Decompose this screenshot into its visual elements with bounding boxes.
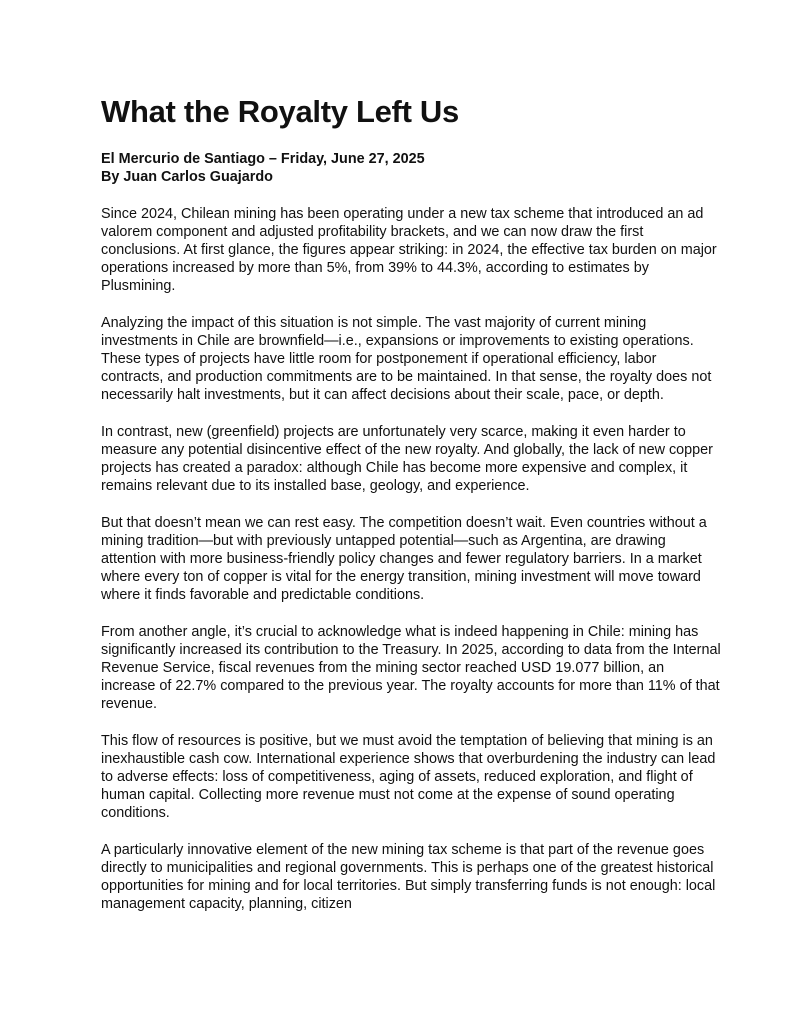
paragraph: A particularly innovative element of the new mining tax scheme is that part of the revenue goes directly to municipalities and regional governments. This is perhaps one of the greatest historical opportunities for mining and for local territories. But simply transferring funds is not enough: local management capacity, planning, citizen [101, 842, 716, 912]
paragraph: Since 2024, Chilean mining has been operating under a new tax scheme that introduced an ad valorem component and adjusted profitability brackets, and we can now draw the first conclusions. At first glance, the figures appear striking: in 2024, the effective tax burden on major operations increased by more than 5%, from 39% to 44.3%, according to estimates by Plusmining. [101, 206, 717, 294]
article-meta [101, 150, 425, 186]
paragraph: From another angle, it’s crucial to acknowledge what is indeed happening in Chile: mining has significantly increased its contribution to the Treasury. In 2025, according to data from the Internal Revenue Service, fiscal revenues from the mining sector reached USD 19.077 billion, an increase of 22.7% compared to the previous year. The royalty accounts for more than 11% of that revenue. [101, 624, 721, 712]
paragraph: This flow of resources is positive, but we must avoid the temptation of believing that mining is an inexhaustible cash cow. International experience shows that overburdening the industry can lead to adverse effects: loss of competitiveness, aging of assets, reduced exploration, and flight of human capital. Collecting more revenue must not come at the expense of sound operating conditions. [101, 733, 716, 821]
paragraph: In contrast, new (greenfield) projects are unfortunately very scarce, making it even harder to measure any potential disincentive effect of the new royalty. And globally, the lack of new copper projects has created a paradox: although Chile has become more expensive and complex, it remains relevant due to its installed base, geology, and experience. [101, 424, 713, 494]
article-title: What the Royalty Left Us [101, 94, 459, 129]
byline: By Juan Carlos Guajardo [101, 169, 273, 185]
article-body [101, 205, 721, 932]
paragraph: Analyzing the impact of this situation is not simple. The vast majority of current mining investments in Chile are brownfield—i.e., expansions or improvements to existing operations. These types of projects have little room for postponement if operational efficiency, labor contracts, and production commitments are to be maintained. In that sense, the royalty does not necessarily halt investments, but it can affect decisions about their scale, pace, or depth. [101, 315, 712, 403]
dateline: El Mercurio de Santiago – Friday, June 27, 2025 [101, 151, 425, 167]
paragraph: But that doesn’t mean we can rest easy. The competition doesn’t wait. Even countries without a mining tradition—but with previously untapped potential—such as Argentina, are drawing attention with more business-friendly policy changes and fewer regulatory barriers. In a market where every ton of copper is vital for the energy transition, mining investment will move toward where it finds favorable and predictable conditions. [101, 515, 707, 603]
